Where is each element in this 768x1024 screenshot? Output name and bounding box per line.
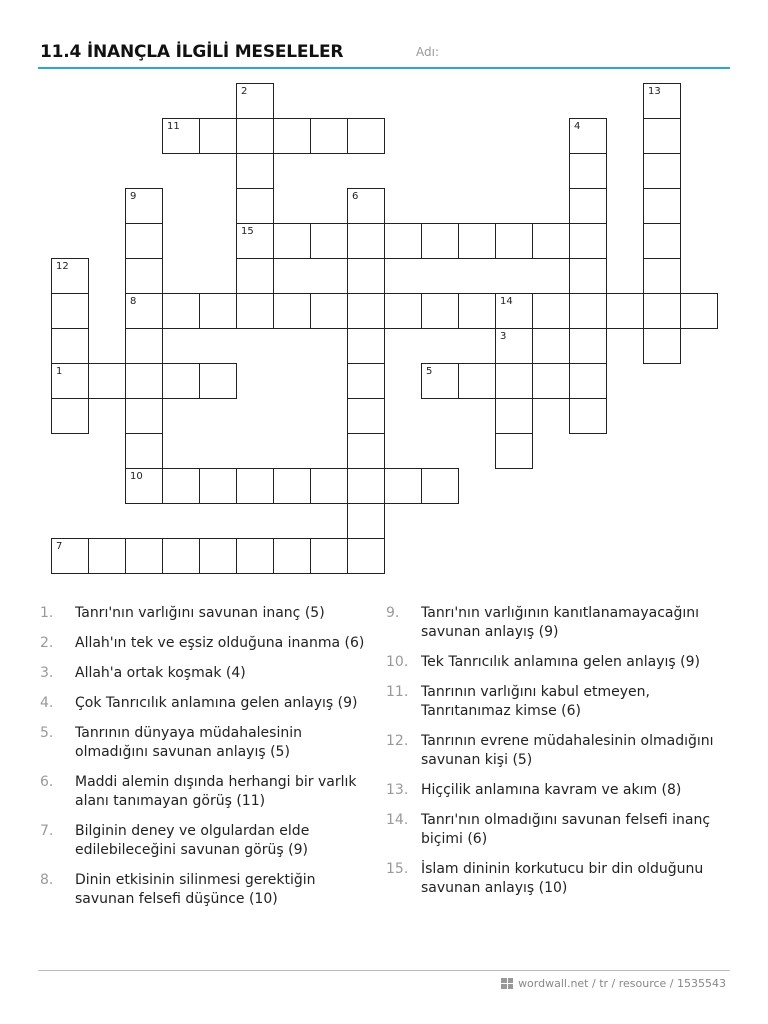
clue-number: 9: [130, 191, 137, 202]
crossword-cell[interactable]: [643, 188, 681, 224]
clue-text: Tanrı'nın varlığının kanıtlanamayacağını savunan anlayış (9): [421, 605, 700, 640]
clue-text: Tek Tanrıcılık anlamına gelen anlayış (9): [421, 654, 700, 670]
clue-index: 3.: [40, 665, 54, 681]
clue-number: 1: [56, 366, 63, 377]
crossword-cell[interactable]: [199, 118, 237, 154]
crossword-cell[interactable]: [421, 293, 459, 329]
crossword-cell[interactable]: [347, 118, 385, 154]
crossword-cell[interactable]: [273, 118, 311, 154]
crossword-cell[interactable]: [162, 293, 200, 329]
crossword-cell[interactable]: [421, 223, 459, 259]
crossword-cell[interactable]: [236, 188, 274, 224]
crossword-cell[interactable]: [236, 223, 274, 259]
clue-index: 14.: [386, 812, 409, 828]
crossword-cell[interactable]: [643, 153, 681, 189]
crossword-cell[interactable]: [384, 468, 422, 504]
crossword-cell[interactable]: [310, 118, 348, 154]
clue-item: [40, 664, 370, 683]
crossword-cell[interactable]: [236, 258, 274, 294]
clue-index: 7.: [40, 823, 54, 839]
crossword-cell[interactable]: [495, 328, 533, 364]
crossword-cell[interactable]: [643, 83, 681, 119]
clue-index: 15.: [386, 861, 409, 877]
clue-index: 11.: [386, 684, 409, 700]
crossword-cell[interactable]: [347, 538, 385, 574]
crossword-cell[interactable]: [347, 328, 385, 364]
crossword-cell[interactable]: [236, 538, 274, 574]
crossword-cell[interactable]: [125, 468, 163, 504]
crossword-cell[interactable]: [310, 293, 348, 329]
name-label: Adı:: [416, 45, 439, 59]
crossword-cell[interactable]: [125, 433, 163, 469]
wordwall-logo-icon: [501, 978, 513, 989]
crossword-cell[interactable]: [236, 118, 274, 154]
crossword-cell[interactable]: [347, 223, 385, 259]
crossword-cell[interactable]: [569, 328, 607, 364]
clue-item: [40, 694, 370, 713]
crossword-cell[interactable]: [162, 468, 200, 504]
crossword-cell[interactable]: [236, 468, 274, 504]
crossword-cell[interactable]: [495, 433, 533, 469]
clue-text: Tanrının evrene müdahalesinin olmadığını savunan kişi (5): [421, 733, 714, 768]
clue-text: Maddi alemin dışında herhangi bir varlık alanı tanımayan görüş (11): [75, 774, 357, 809]
crossword-cell[interactable]: [495, 223, 533, 259]
clue-item: [386, 604, 726, 642]
clue-item: [386, 683, 726, 721]
clue-item: [386, 781, 726, 800]
crossword-cell[interactable]: [199, 293, 237, 329]
crossword-cell[interactable]: [125, 223, 163, 259]
clue-number: 11: [167, 121, 180, 132]
crossword-cell[interactable]: [495, 363, 533, 399]
crossword-cell[interactable]: [606, 293, 644, 329]
crossword-cell[interactable]: [347, 433, 385, 469]
crossword-cell[interactable]: [384, 223, 422, 259]
crossword-cell[interactable]: [51, 363, 89, 399]
crossword-cell[interactable]: [162, 363, 200, 399]
crossword-cell[interactable]: [125, 363, 163, 399]
crossword-cell[interactable]: [347, 293, 385, 329]
clue-number: 6: [352, 191, 359, 202]
crossword-cell[interactable]: [236, 293, 274, 329]
clue-index: 6.: [40, 774, 54, 790]
crossword-cell[interactable]: [125, 398, 163, 434]
crossword-cell[interactable]: [273, 293, 311, 329]
clue-number: 10: [130, 471, 143, 482]
clue-item: [40, 724, 370, 762]
clue-item: [40, 634, 370, 653]
crossword-cell[interactable]: [236, 153, 274, 189]
crossword-cell[interactable]: [569, 188, 607, 224]
crossword-cell[interactable]: [51, 538, 89, 574]
crossword-cell[interactable]: [458, 363, 496, 399]
clue-number: 14: [500, 296, 513, 307]
clues-column-right: [386, 604, 726, 909]
crossword-cell[interactable]: [458, 293, 496, 329]
clue-text: Tanrının dünyaya müdahalesinin olmadığını savunan anlayış (5): [75, 725, 302, 760]
footer: [501, 977, 726, 990]
crossword-cell[interactable]: [680, 293, 718, 329]
crossword-cell[interactable]: [273, 538, 311, 574]
crossword-cell[interactable]: [162, 118, 200, 154]
crossword-cell[interactable]: [199, 538, 237, 574]
clue-item: [386, 732, 726, 770]
clue-index: 10.: [386, 654, 409, 670]
clue-number: 4: [574, 121, 581, 132]
crossword-cell[interactable]: [643, 223, 681, 259]
crossword-cell[interactable]: [273, 223, 311, 259]
clue-text: İslam dininin korkutucu bir din olduğunu savunan anlayış (10): [421, 861, 704, 896]
crossword-cell[interactable]: [495, 293, 533, 329]
clue-text: Bilginin deney ve olgulardan elde edilebileceğini savunan görüş (9): [75, 823, 310, 858]
crossword-cell[interactable]: [569, 293, 607, 329]
crossword-cell[interactable]: [162, 538, 200, 574]
clue-number: 13: [648, 86, 661, 97]
clue-number: 3: [500, 331, 507, 342]
crossword-cell[interactable]: [347, 468, 385, 504]
crossword-cell[interactable]: [310, 468, 348, 504]
clue-number: 8: [130, 296, 137, 307]
clue-item: [40, 773, 370, 811]
clue-text: Allah'ın tek ve eşsiz olduğuna inanma (6): [75, 635, 365, 651]
crossword-cell[interactable]: [51, 293, 89, 329]
page-title: 11.4 İNANÇLA İLGİLİ MESELELER: [40, 42, 344, 62]
crossword-cell[interactable]: [51, 258, 89, 294]
clue-item: [40, 871, 370, 909]
crossword-cell[interactable]: [310, 223, 348, 259]
crossword-cell[interactable]: [458, 223, 496, 259]
clue-text: Hiççilik anlamına kavram ve akım (8): [421, 782, 682, 798]
clue-number: 2: [241, 86, 248, 97]
crossword-cell[interactable]: [125, 258, 163, 294]
clues-column-left: [40, 604, 370, 920]
crossword-cell[interactable]: [347, 503, 385, 539]
footer-divider: [38, 970, 730, 971]
crossword-cell[interactable]: [273, 468, 311, 504]
crossword-cell[interactable]: [569, 363, 607, 399]
clue-index: 4.: [40, 695, 54, 711]
crossword-cell[interactable]: [88, 538, 126, 574]
clue-item: [40, 822, 370, 860]
crossword-cell[interactable]: [125, 538, 163, 574]
clue-index: 2.: [40, 635, 54, 651]
clue-text: Tanrının varlığını kabul etmeyen, Tanrıtanımaz kimse (6): [421, 684, 650, 719]
crossword-cell[interactable]: [125, 188, 163, 224]
crossword-cell[interactable]: [421, 363, 459, 399]
clue-item: [386, 860, 726, 898]
crossword-cell[interactable]: [310, 538, 348, 574]
crossword-cell[interactable]: [51, 328, 89, 364]
crossword-cell[interactable]: [569, 223, 607, 259]
crossword-cell[interactable]: [51, 398, 89, 434]
crossword-cell[interactable]: [569, 118, 607, 154]
crossword-cell[interactable]: [421, 468, 459, 504]
clue-text: Tanrı'nın olmadığını savunan felsefi inanç biçimi (6): [421, 812, 711, 847]
clue-index: 13.: [386, 782, 409, 798]
crossword-cell[interactable]: [569, 153, 607, 189]
clue-index: 5.: [40, 725, 54, 741]
crossword-cell[interactable]: [384, 293, 422, 329]
clue-item: [40, 604, 370, 623]
crossword-cell[interactable]: [347, 398, 385, 434]
crossword-cell[interactable]: [643, 258, 681, 294]
crossword-cell[interactable]: [569, 258, 607, 294]
crossword-cell[interactable]: [347, 188, 385, 224]
clue-index: 8.: [40, 872, 54, 888]
footer-text: wordwall.net / tr / resource / 1535543: [518, 977, 726, 990]
crossword-cell[interactable]: [125, 328, 163, 364]
clue-number: 15: [241, 226, 254, 237]
crossword-cell[interactable]: [347, 258, 385, 294]
crossword-cell[interactable]: [88, 363, 126, 399]
crossword-cell[interactable]: [532, 223, 570, 259]
crossword-cell[interactable]: [532, 363, 570, 399]
crossword-cell[interactable]: [643, 328, 681, 364]
clue-text: Çok Tanrıcılık anlamına gelen anlayış (9): [75, 695, 358, 711]
crossword-cell[interactable]: [569, 398, 607, 434]
clue-number: 5: [426, 366, 433, 377]
crossword-cell[interactable]: [643, 118, 681, 154]
clue-number: 12: [56, 261, 69, 272]
clue-index: 12.: [386, 733, 409, 749]
clue-text: Dinin etkisinin silinmesi gerektiğin savunan felsefi düşünce (10): [75, 872, 316, 907]
clue-text: Tanrı'nın varlığını savunan inanç (5): [75, 605, 325, 621]
clue-item: [386, 653, 726, 672]
crossword-cell[interactable]: [199, 363, 237, 399]
crossword-cell[interactable]: [532, 293, 570, 329]
crossword-cell[interactable]: [643, 293, 681, 329]
clue-number: 7: [56, 541, 63, 552]
crossword-cell[interactable]: [199, 468, 237, 504]
crossword-cell[interactable]: [125, 293, 163, 329]
clue-item: [386, 811, 726, 849]
clue-index: 9.: [386, 605, 400, 621]
clue-text: Allah'a ortak koşmak (4): [75, 665, 246, 681]
clue-index: 1.: [40, 605, 54, 621]
crossword-cell[interactable]: [236, 83, 274, 119]
crossword-cell[interactable]: [495, 398, 533, 434]
crossword-cell[interactable]: [347, 363, 385, 399]
